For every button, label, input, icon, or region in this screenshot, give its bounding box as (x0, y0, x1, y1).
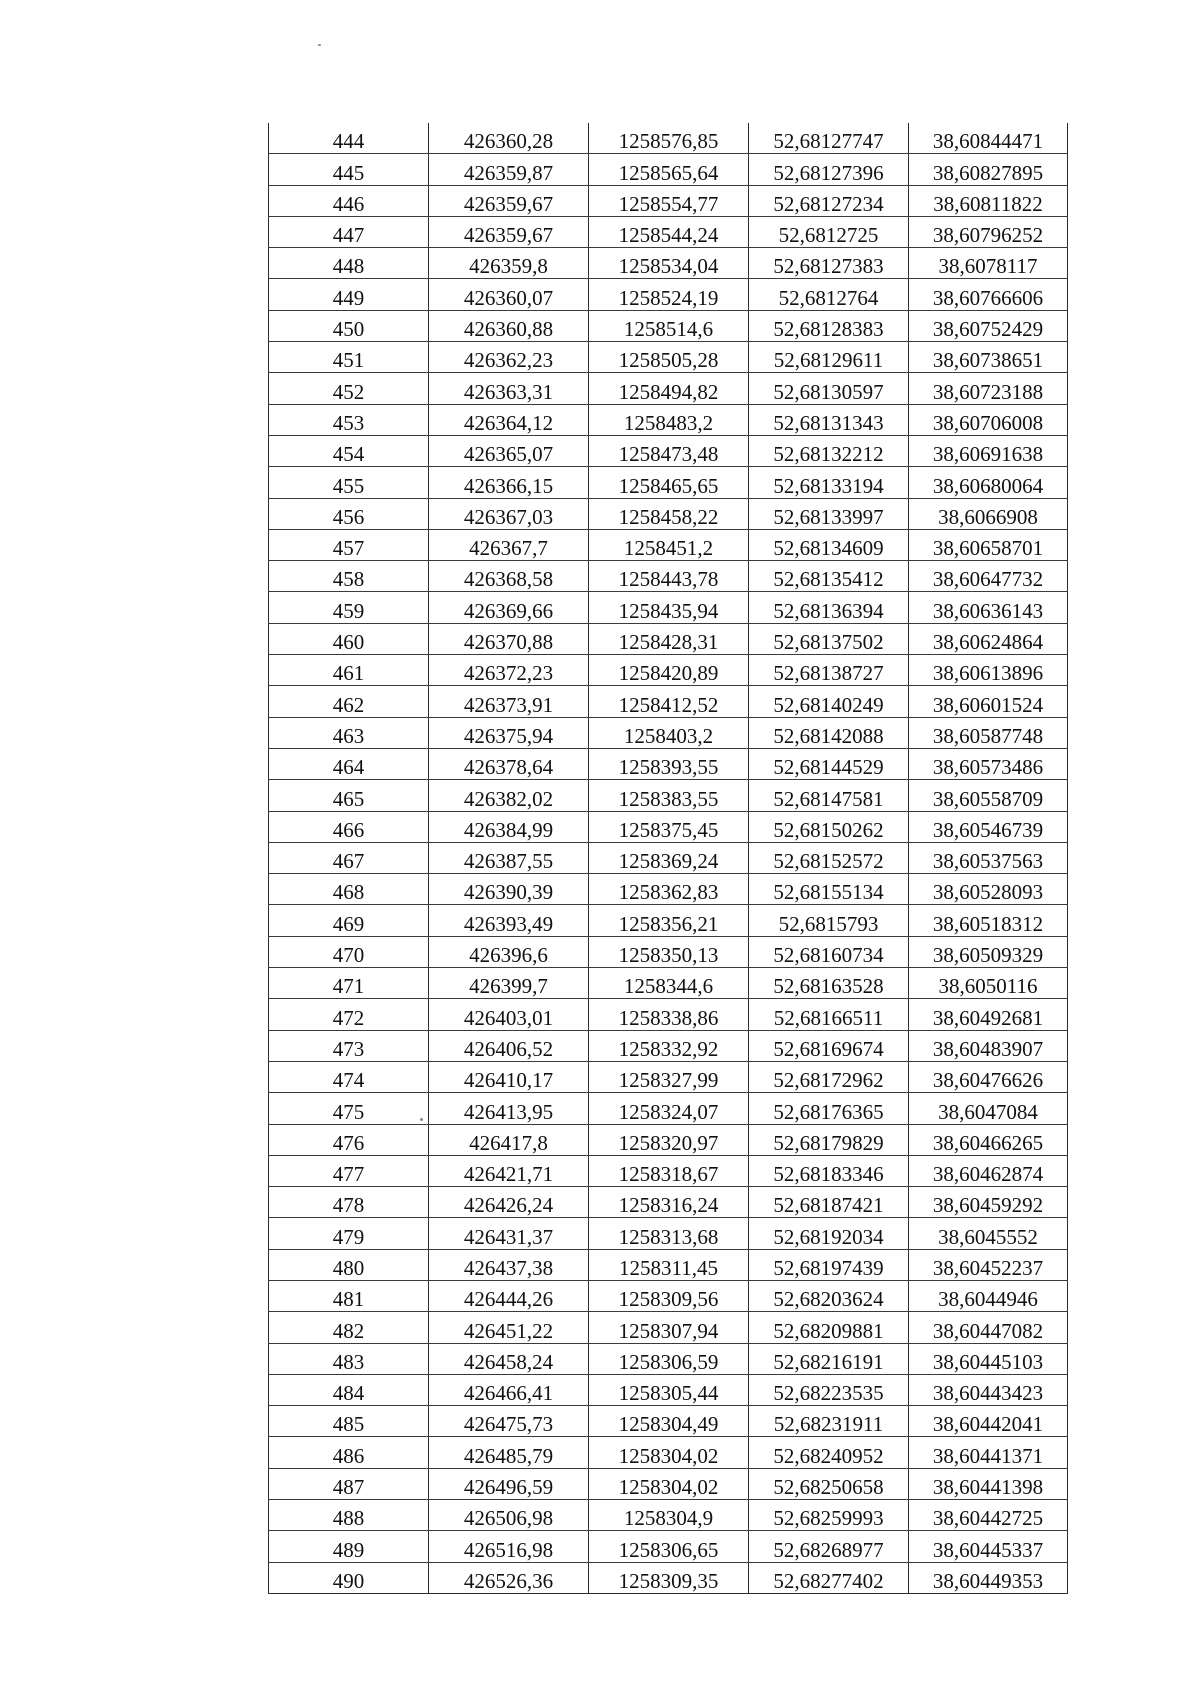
y-coordinate-cell: 1258465,65 (589, 467, 749, 498)
longitude-cell: 38,6044946 (909, 1280, 1068, 1311)
point-number-cell: 487 (269, 1468, 429, 1499)
y-coordinate-cell: 1258369,24 (589, 842, 749, 873)
y-coordinate-cell: 1258309,56 (589, 1280, 749, 1311)
latitude-cell: 52,68127383 (749, 248, 909, 279)
point-number-cell: 456 (269, 498, 429, 529)
table-row (269, 561, 1068, 592)
x-coordinate-cell: 426366,15 (429, 467, 589, 498)
latitude-cell: 52,68127234 (749, 185, 909, 216)
point-number-cell: 462 (269, 686, 429, 717)
latitude-cell: 52,68176365 (749, 1093, 909, 1124)
latitude-cell: 52,68240952 (749, 1437, 909, 1468)
latitude-cell: 52,68169674 (749, 1030, 909, 1061)
latitude-cell: 52,68209881 (749, 1312, 909, 1343)
y-coordinate-cell: 1258428,31 (589, 623, 749, 654)
x-coordinate-cell: 426375,94 (429, 717, 589, 748)
y-coordinate-cell: 1258412,52 (589, 686, 749, 717)
table-row (269, 1406, 1068, 1437)
y-coordinate-cell: 1258534,04 (589, 248, 749, 279)
point-number-cell: 478 (269, 1187, 429, 1218)
x-coordinate-cell: 426387,55 (429, 842, 589, 873)
longitude-cell: 38,60680064 (909, 467, 1068, 498)
point-number-cell: 469 (269, 905, 429, 936)
longitude-cell: 38,60528093 (909, 874, 1068, 905)
point-number-cell: 468 (269, 874, 429, 905)
x-coordinate-cell: 426364,12 (429, 404, 589, 435)
point-number-cell: 474 (269, 1061, 429, 1092)
x-coordinate-cell: 426475,73 (429, 1406, 589, 1437)
latitude-cell: 52,68231911 (749, 1406, 909, 1437)
table-row (269, 248, 1068, 279)
x-coordinate-cell: 426466,41 (429, 1374, 589, 1405)
y-coordinate-cell: 1258435,94 (589, 592, 749, 623)
point-number-cell: 477 (269, 1155, 429, 1186)
table-row (269, 279, 1068, 310)
point-number-cell: 479 (269, 1218, 429, 1249)
latitude-cell: 52,6812725 (749, 216, 909, 247)
x-coordinate-cell: 426359,8 (429, 248, 589, 279)
x-coordinate-cell: 426368,58 (429, 561, 589, 592)
y-coordinate-cell: 1258494,82 (589, 373, 749, 404)
latitude-cell: 52,68130597 (749, 373, 909, 404)
latitude-cell: 52,68179829 (749, 1124, 909, 1155)
x-coordinate-cell: 426390,39 (429, 874, 589, 905)
longitude-cell: 38,6045552 (909, 1218, 1068, 1249)
x-coordinate-cell: 426360,88 (429, 310, 589, 341)
table-row (269, 1468, 1068, 1499)
x-coordinate-cell: 426367,7 (429, 529, 589, 560)
x-coordinate-cell: 426417,8 (429, 1124, 589, 1155)
point-number-cell: 483 (269, 1343, 429, 1374)
longitude-cell: 38,60752429 (909, 310, 1068, 341)
point-number-cell: 461 (269, 655, 429, 686)
point-number-cell: 485 (269, 1406, 429, 1437)
table-row (269, 404, 1068, 435)
latitude-cell: 52,68128383 (749, 310, 909, 341)
longitude-cell: 38,60587748 (909, 717, 1068, 748)
longitude-cell: 38,60691638 (909, 435, 1068, 466)
point-number-cell: 452 (269, 373, 429, 404)
y-coordinate-cell: 1258544,24 (589, 216, 749, 247)
longitude-cell: 38,60476626 (909, 1061, 1068, 1092)
latitude-cell: 52,68131343 (749, 404, 909, 435)
x-coordinate-cell: 426369,66 (429, 592, 589, 623)
longitude-cell: 38,60827895 (909, 154, 1068, 185)
x-coordinate-cell: 426373,91 (429, 686, 589, 717)
table-row (269, 1187, 1068, 1218)
x-coordinate-cell: 426431,37 (429, 1218, 589, 1249)
point-number-cell: 453 (269, 404, 429, 435)
table-row (269, 1500, 1068, 1531)
table-row (269, 1061, 1068, 1092)
coordinates-table-body (269, 123, 1068, 1593)
x-coordinate-cell: 426506,98 (429, 1500, 589, 1531)
longitude-cell: 38,60483907 (909, 1030, 1068, 1061)
point-number-cell: 467 (269, 842, 429, 873)
x-coordinate-cell: 426362,23 (429, 342, 589, 373)
longitude-cell: 38,60613896 (909, 655, 1068, 686)
table-row (269, 467, 1068, 498)
point-number-cell: 449 (269, 279, 429, 310)
x-coordinate-cell: 426359,67 (429, 216, 589, 247)
table-row (269, 1562, 1068, 1593)
longitude-cell: 38,60452237 (909, 1249, 1068, 1280)
y-coordinate-cell: 1258304,02 (589, 1437, 749, 1468)
longitude-cell: 38,60796252 (909, 216, 1068, 247)
y-coordinate-cell: 1258311,45 (589, 1249, 749, 1280)
y-coordinate-cell: 1258306,59 (589, 1343, 749, 1374)
latitude-cell: 52,68277402 (749, 1562, 909, 1593)
point-number-cell: 490 (269, 1562, 429, 1593)
x-coordinate-cell: 426359,87 (429, 154, 589, 185)
y-coordinate-cell: 1258524,19 (589, 279, 749, 310)
x-coordinate-cell: 426399,7 (429, 968, 589, 999)
longitude-cell: 38,60518312 (909, 905, 1068, 936)
y-coordinate-cell: 1258483,2 (589, 404, 749, 435)
point-number-cell: 488 (269, 1500, 429, 1531)
x-coordinate-cell: 426496,59 (429, 1468, 589, 1499)
latitude-cell: 52,68268977 (749, 1531, 909, 1562)
x-coordinate-cell: 426382,02 (429, 780, 589, 811)
table-row (269, 1218, 1068, 1249)
y-coordinate-cell: 1258316,24 (589, 1187, 749, 1218)
latitude-cell: 52,68259993 (749, 1500, 909, 1531)
point-number-cell: 448 (269, 248, 429, 279)
latitude-cell: 52,6812764 (749, 279, 909, 310)
y-coordinate-cell: 1258420,89 (589, 655, 749, 686)
y-coordinate-cell: 1258565,64 (589, 154, 749, 185)
y-coordinate-cell: 1258344,6 (589, 968, 749, 999)
latitude-cell: 52,68133997 (749, 498, 909, 529)
x-coordinate-cell: 426426,24 (429, 1187, 589, 1218)
point-number-cell: 470 (269, 936, 429, 967)
latitude-cell: 52,68137502 (749, 623, 909, 654)
y-coordinate-cell: 1258458,22 (589, 498, 749, 529)
latitude-cell: 52,68136394 (749, 592, 909, 623)
longitude-cell: 38,60546739 (909, 811, 1068, 842)
table-row (269, 842, 1068, 873)
point-number-cell: 454 (269, 435, 429, 466)
table-row (269, 373, 1068, 404)
longitude-cell: 38,60442725 (909, 1500, 1068, 1531)
table-row (269, 874, 1068, 905)
longitude-cell: 38,60441398 (909, 1468, 1068, 1499)
y-coordinate-cell: 1258304,9 (589, 1500, 749, 1531)
latitude-cell: 52,68192034 (749, 1218, 909, 1249)
point-number-cell: 472 (269, 999, 429, 1030)
y-coordinate-cell: 1258473,48 (589, 435, 749, 466)
point-number-cell: 445 (269, 154, 429, 185)
longitude-cell: 38,60445337 (909, 1531, 1068, 1562)
latitude-cell: 52,6815793 (749, 905, 909, 936)
latitude-cell: 52,68216191 (749, 1343, 909, 1374)
longitude-cell: 38,60459292 (909, 1187, 1068, 1218)
point-number-cell: 486 (269, 1437, 429, 1468)
x-coordinate-cell: 426396,6 (429, 936, 589, 967)
longitude-cell: 38,60706008 (909, 404, 1068, 435)
latitude-cell: 52,68250658 (749, 1468, 909, 1499)
y-coordinate-cell: 1258375,45 (589, 811, 749, 842)
table-row (269, 310, 1068, 341)
x-coordinate-cell: 426363,31 (429, 373, 589, 404)
y-coordinate-cell: 1258514,6 (589, 310, 749, 341)
latitude-cell: 52,68160734 (749, 936, 909, 967)
latitude-cell: 52,68127747 (749, 123, 909, 154)
latitude-cell: 52,68150262 (749, 811, 909, 842)
y-coordinate-cell: 1258383,55 (589, 780, 749, 811)
latitude-cell: 52,68187421 (749, 1187, 909, 1218)
coordinates-table (268, 123, 1068, 1594)
latitude-cell: 52,68183346 (749, 1155, 909, 1186)
table-row (269, 1249, 1068, 1280)
table-row (269, 905, 1068, 936)
point-number-cell: 444 (269, 123, 429, 154)
latitude-cell: 52,68155134 (749, 874, 909, 905)
x-coordinate-cell: 426444,26 (429, 1280, 589, 1311)
point-number-cell: 480 (269, 1249, 429, 1280)
x-coordinate-cell: 426406,52 (429, 1030, 589, 1061)
longitude-cell: 38,60658701 (909, 529, 1068, 560)
longitude-cell: 38,60624864 (909, 623, 1068, 654)
latitude-cell: 52,68142088 (749, 717, 909, 748)
latitude-cell: 52,68138727 (749, 655, 909, 686)
point-number-cell: 450 (269, 310, 429, 341)
table-row (269, 342, 1068, 373)
table-row (269, 123, 1068, 154)
longitude-cell: 38,60492681 (909, 999, 1068, 1030)
table-row (269, 968, 1068, 999)
y-coordinate-cell: 1258356,21 (589, 905, 749, 936)
x-coordinate-cell: 426413,95 (429, 1093, 589, 1124)
point-number-cell: 489 (269, 1531, 429, 1562)
point-number-cell: 471 (269, 968, 429, 999)
y-coordinate-cell: 1258305,44 (589, 1374, 749, 1405)
table-row (269, 1124, 1068, 1155)
table-row (269, 936, 1068, 967)
latitude-cell: 52,68133194 (749, 467, 909, 498)
point-number-cell: 476 (269, 1124, 429, 1155)
longitude-cell: 38,60573486 (909, 748, 1068, 779)
latitude-cell: 52,68152572 (749, 842, 909, 873)
latitude-cell: 52,68127396 (749, 154, 909, 185)
point-number-cell: 466 (269, 811, 429, 842)
table-row (269, 216, 1068, 247)
longitude-cell: 38,60509329 (909, 936, 1068, 967)
table-row (269, 1312, 1068, 1343)
x-coordinate-cell: 426410,17 (429, 1061, 589, 1092)
x-coordinate-cell: 426360,07 (429, 279, 589, 310)
latitude-cell: 52,68144529 (749, 748, 909, 779)
table-row (269, 655, 1068, 686)
y-coordinate-cell: 1258576,85 (589, 123, 749, 154)
point-number-cell: 463 (269, 717, 429, 748)
point-number-cell: 465 (269, 780, 429, 811)
point-number-cell: 457 (269, 529, 429, 560)
table-row (269, 999, 1068, 1030)
y-coordinate-cell: 1258350,13 (589, 936, 749, 967)
table-row (269, 592, 1068, 623)
x-coordinate-cell: 426372,23 (429, 655, 589, 686)
longitude-cell: 38,60442041 (909, 1406, 1068, 1437)
table-row (269, 1093, 1068, 1124)
x-coordinate-cell: 426360,28 (429, 123, 589, 154)
latitude-cell: 52,68223535 (749, 1374, 909, 1405)
point-number-cell: 451 (269, 342, 429, 373)
table-row (269, 686, 1068, 717)
longitude-cell: 38,60445103 (909, 1343, 1068, 1374)
y-coordinate-cell: 1258554,77 (589, 185, 749, 216)
point-number-cell: 484 (269, 1374, 429, 1405)
point-number-cell: 473 (269, 1030, 429, 1061)
longitude-cell: 38,6078117 (909, 248, 1068, 279)
x-coordinate-cell: 426526,36 (429, 1562, 589, 1593)
table-row (269, 1531, 1068, 1562)
table-row (269, 498, 1068, 529)
longitude-cell: 38,60441371 (909, 1437, 1068, 1468)
y-coordinate-cell: 1258320,97 (589, 1124, 749, 1155)
x-coordinate-cell: 426384,99 (429, 811, 589, 842)
y-coordinate-cell: 1258362,83 (589, 874, 749, 905)
x-coordinate-cell: 426378,64 (429, 748, 589, 779)
table-row (269, 811, 1068, 842)
longitude-cell: 38,60443423 (909, 1374, 1068, 1405)
longitude-cell: 38,60466265 (909, 1124, 1068, 1155)
y-coordinate-cell: 1258443,78 (589, 561, 749, 592)
x-coordinate-cell: 426370,88 (429, 623, 589, 654)
latitude-cell: 52,68166511 (749, 999, 909, 1030)
y-coordinate-cell: 1258318,67 (589, 1155, 749, 1186)
x-coordinate-cell: 426367,03 (429, 498, 589, 529)
longitude-cell: 38,60449353 (909, 1562, 1068, 1593)
y-coordinate-cell: 1258451,2 (589, 529, 749, 560)
y-coordinate-cell: 1258307,94 (589, 1312, 749, 1343)
y-coordinate-cell: 1258304,02 (589, 1468, 749, 1499)
table-row (269, 623, 1068, 654)
latitude-cell: 52,68197439 (749, 1249, 909, 1280)
point-number-cell: 460 (269, 623, 429, 654)
latitude-cell: 52,68203624 (749, 1280, 909, 1311)
latitude-cell: 52,68163528 (749, 968, 909, 999)
longitude-cell: 38,6047084 (909, 1093, 1068, 1124)
table-row (269, 1280, 1068, 1311)
table-row (269, 154, 1068, 185)
longitude-cell: 38,60601524 (909, 686, 1068, 717)
x-coordinate-cell: 426437,38 (429, 1249, 589, 1280)
latitude-cell: 52,68135412 (749, 561, 909, 592)
longitude-cell: 38,60811822 (909, 185, 1068, 216)
longitude-cell: 38,60844471 (909, 123, 1068, 154)
y-coordinate-cell: 1258304,49 (589, 1406, 749, 1437)
y-coordinate-cell: 1258505,28 (589, 342, 749, 373)
latitude-cell: 52,68134609 (749, 529, 909, 560)
point-number-cell: 455 (269, 467, 429, 498)
latitude-cell: 52,68129611 (749, 342, 909, 373)
longitude-cell: 38,60537563 (909, 842, 1068, 873)
latitude-cell: 52,68147581 (749, 780, 909, 811)
x-coordinate-cell: 426421,71 (429, 1155, 589, 1186)
y-coordinate-cell: 1258309,35 (589, 1562, 749, 1593)
x-coordinate-cell: 426458,24 (429, 1343, 589, 1374)
x-coordinate-cell: 426516,98 (429, 1531, 589, 1562)
table-row (269, 1030, 1068, 1061)
coordinates-table-container (268, 123, 1067, 1594)
table-row (269, 780, 1068, 811)
latitude-cell: 52,68172962 (749, 1061, 909, 1092)
latitude-cell: 52,68140249 (749, 686, 909, 717)
table-row (269, 1343, 1068, 1374)
y-coordinate-cell: 1258324,07 (589, 1093, 749, 1124)
longitude-cell: 38,60766606 (909, 279, 1068, 310)
x-coordinate-cell: 426403,01 (429, 999, 589, 1030)
y-coordinate-cell: 1258327,99 (589, 1061, 749, 1092)
longitude-cell: 38,60636143 (909, 592, 1068, 623)
table-row (269, 1155, 1068, 1186)
x-coordinate-cell: 426359,67 (429, 185, 589, 216)
longitude-cell: 38,60738651 (909, 342, 1068, 373)
table-row (269, 529, 1068, 560)
x-coordinate-cell: 426365,07 (429, 435, 589, 466)
longitude-cell: 38,6050116 (909, 968, 1068, 999)
point-number-cell: 482 (269, 1312, 429, 1343)
point-number-cell: 481 (269, 1280, 429, 1311)
point-number-cell: 446 (269, 185, 429, 216)
y-coordinate-cell: 1258338,86 (589, 999, 749, 1030)
longitude-cell: 38,60447082 (909, 1312, 1068, 1343)
point-number-cell: 447 (269, 216, 429, 247)
latitude-cell: 52,68132212 (749, 435, 909, 466)
longitude-cell: 38,60558709 (909, 780, 1068, 811)
point-number-cell: 464 (269, 748, 429, 779)
y-coordinate-cell: 1258393,55 (589, 748, 749, 779)
x-coordinate-cell: 426393,49 (429, 905, 589, 936)
point-number-cell: 459 (269, 592, 429, 623)
longitude-cell: 38,60647732 (909, 561, 1068, 592)
y-coordinate-cell: 1258332,92 (589, 1030, 749, 1061)
longitude-cell: 38,6066908 (909, 498, 1068, 529)
x-coordinate-cell: 426485,79 (429, 1437, 589, 1468)
table-row (269, 1437, 1068, 1468)
y-coordinate-cell: 1258313,68 (589, 1218, 749, 1249)
point-number-cell: 458 (269, 561, 429, 592)
y-coordinate-cell: 1258403,2 (589, 717, 749, 748)
y-coordinate-cell: 1258306,65 (589, 1531, 749, 1562)
table-row (269, 1374, 1068, 1405)
table-row (269, 435, 1068, 466)
longitude-cell: 38,60723188 (909, 373, 1068, 404)
point-number-cell: 475 (269, 1093, 429, 1124)
x-coordinate-cell: 426451,22 (429, 1312, 589, 1343)
table-row (269, 717, 1068, 748)
table-row (269, 185, 1068, 216)
table-row (269, 748, 1068, 779)
longitude-cell: 38,60462874 (909, 1155, 1068, 1186)
scan-speck (318, 44, 321, 46)
